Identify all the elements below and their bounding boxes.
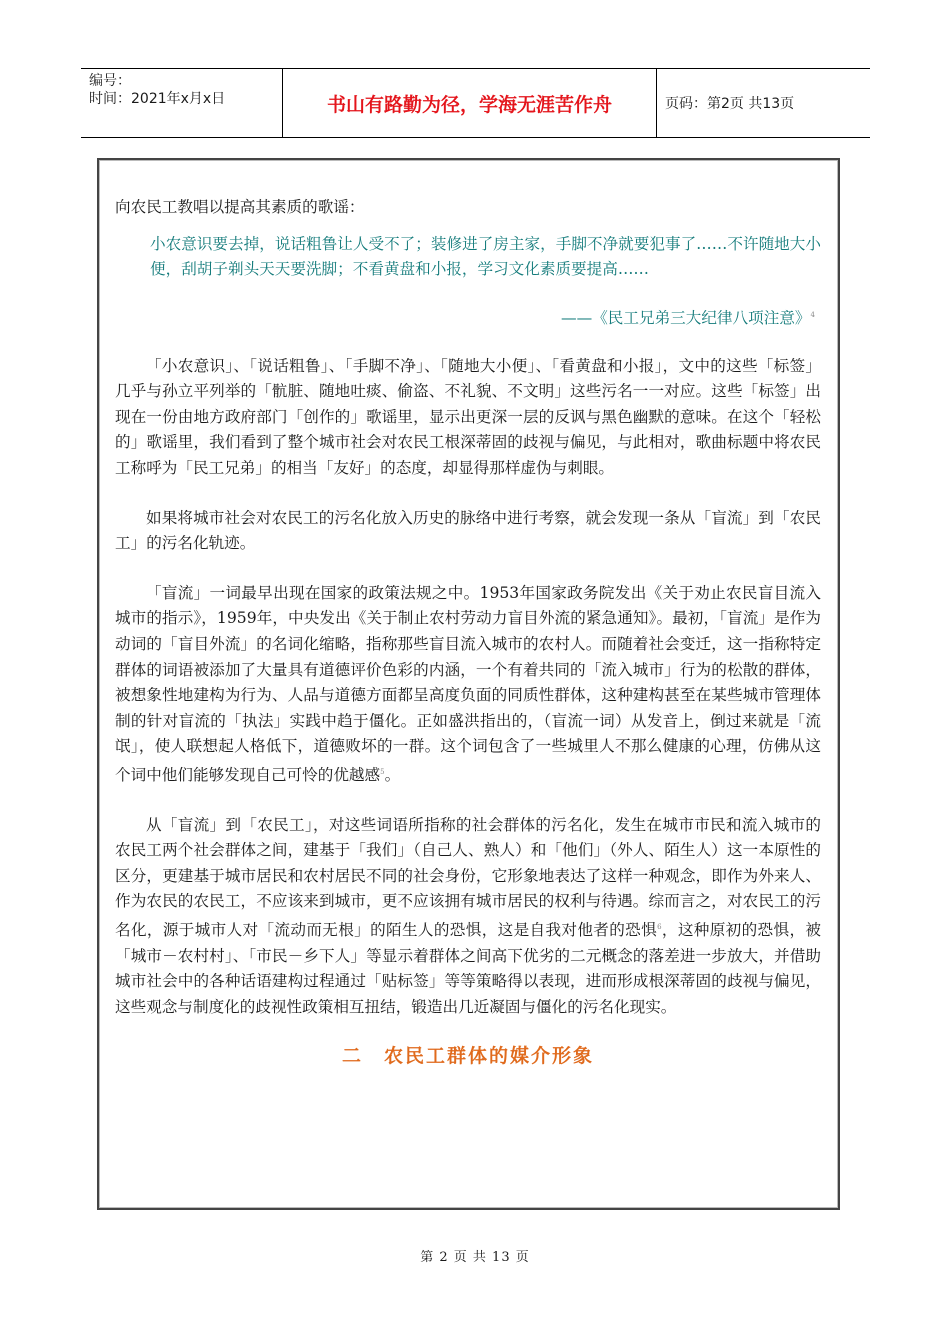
- paragraph-mangliu-text: 「盲流」一词最早出现在国家的政策法规之中。1953年国家政务院发出《关于劝止农民盲目流入城市的指示》，1959年，中央发出《关于制止农村劳动力盲目外流的紧急通知》。最初，「盲流」是作为动词的「盲目外流」的名词化缩略，指称那些盲目流入城市的农村人。而随着社会变迁，这一指称特定群体的词语被添加了大量具有道德评价色彩的内涵，一个有着共同的「流入城市」行为的松散的群体，被想象性地建构为行为、人品与道德方面都呈高度负面的同质性群体，这种建构甚至在某些城市管理体制的针对盲流的「执法」实践中趋于僵化。正如盛洪指出的，（盲流一词）从发音上，倒过来就是「流氓」，使人联想起人格低下，道德败坏的一群。这个词包含了一些城里人不那么健康的心理，仿佛从这个词中他们能够发现自己可怜的优越感: [115, 583, 821, 785]
- page-header: [81, 68, 870, 138]
- header-motto: 书山有路勤为径，学海无涯苦作舟: [283, 69, 657, 137]
- paragraph-stigma-text-b: ，这种原初的恐惧，被「城市－农村村」、「市民－乡下人」等显示着群体之间高下优劣的二元概念的落差进一步放大，并借助城市社会中的各种话语建构过程通过「贴标签」等等策略得以表现，进而形成根深蒂固的歧视与偏见，这些观念与制度化的歧视性政策相互扭结，锻造出几近凝固与僵化的污名化现实。: [115, 921, 821, 1016]
- article-body: [115, 195, 821, 1068]
- song-citation: [115, 303, 821, 332]
- paragraph-stigma: [115, 813, 821, 1021]
- paragraph-mangliu: [115, 581, 821, 789]
- song-lyrics-quote: 小农意识要去掉，说话粗鲁让人受不了；装修进了房主家，手脚不净就要犯事了……不许随地大小便，刮胡子剃头天天要洗脚；不看黄盘和小报，学习文化素质要提高……: [150, 234, 821, 279]
- footnote-marker: 6: [657, 923, 662, 932]
- paragraph-labels: 「小农意识」、「说话粗鲁」、「手脚不净」、「随地大小便」、「看黄盘和小报」，文中的这些「标签」几乎与孙立平列举的「骯脏、随地吐痰、偷盗、不礼貌、不文明」这些污名一一对应。这些「标签」出现在一份由地方政府部门「创作的」歌谣里，显示出更深一层的反讽与黑色幽默的意味。在这个「轻松的」歌谣里，我们看到了整个城市社会对农民工根深蒂固的歧视与偏见，与此相对，歌曲标题中将农民工称呼为「民工兄弟」的相当「友好」的态度，却显得那样虚伪与刺眼。: [115, 356, 821, 477]
- paragraph-mangliu-end: 。: [384, 766, 401, 785]
- footnote-marker: 4: [810, 310, 815, 319]
- intro-line: 向农民工教唱以提高其素质的歌谣：: [115, 198, 365, 216]
- content-frame: [97, 158, 840, 1210]
- header-page-label: 页码：第2页 共13页: [665, 96, 795, 112]
- doc-number-label: 编号：: [89, 73, 131, 89]
- doc-date-label: 时间：2021年x月x日: [89, 91, 226, 107]
- citation-text: ——《民工兄弟三大纪律八项注意》: [561, 308, 811, 327]
- section-heading: 二 农民工群体的媒介形象: [341, 1044, 594, 1067]
- paragraph-stigma-text-a: 从「盲流」到「农民工」，对这些词语所指称的社会群体的污名化，发生在城市市民和流入城市的农民工两个社会群体之间，建基于「我们」（自己人、熟人）和「他们」（外人、陌生人）这一本原性的区分，更建基于城市居民和农村居民不同的社会身份，它形象地表达了这样一种观念，即作为外来人、作为农民的农民工，不应该来到城市，更不应该拥有城市居民的权利与待遇。综而言之，对农民工的污名化，源于城市人对「流动而无根」的陌生人的恐惧，这是自我对他者的恐惧: [115, 815, 821, 940]
- header-meta-cell: [81, 69, 283, 137]
- paragraph-history: 如果将城市社会对农民工的污名化放入历史的脉络中进行考察，就会发现一条从「盲流」到「农民工」的污名化轨迹。: [115, 508, 821, 553]
- page-footer: 第 2 页 共 13 页: [420, 1250, 530, 1265]
- footnote-marker: 5: [380, 767, 385, 776]
